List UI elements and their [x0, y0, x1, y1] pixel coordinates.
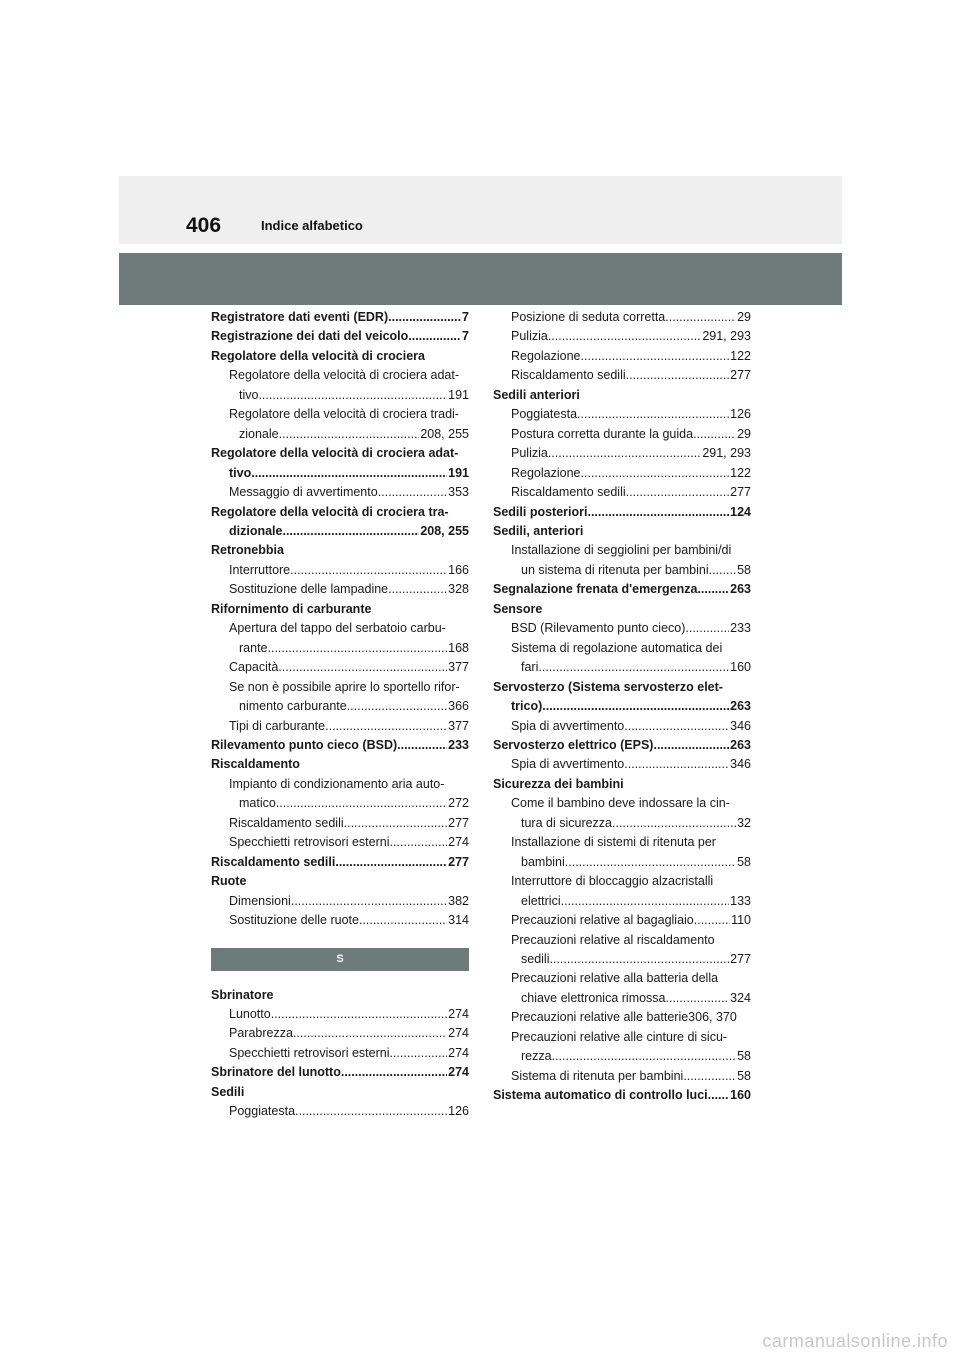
dot-leader — [341, 1063, 447, 1082]
index-entry — [493, 619, 751, 638]
entry-page: 314 — [448, 913, 469, 928]
entry-page: 382 — [448, 893, 469, 908]
entry-text: bambini — [521, 854, 565, 869]
index-entry — [493, 794, 751, 813]
entry-text: tivo — [239, 387, 259, 402]
watermark: carmanualsonline.info — [762, 1331, 948, 1351]
dot-leader — [694, 911, 730, 930]
dot-leader — [548, 444, 702, 463]
entry-page: 277 — [730, 368, 751, 383]
entry-page: 272 — [448, 796, 469, 811]
entry-page: 58 — [737, 854, 751, 869]
index-entry — [211, 561, 469, 580]
index-entry — [211, 308, 469, 327]
entry-text: dizionale — [229, 523, 283, 538]
entry-page: 377 — [448, 660, 469, 675]
entry-text: Regolatore della velocità di crociera tra- — [211, 504, 449, 519]
entry-text: Poggiatesta — [229, 1104, 296, 1119]
index-entry — [493, 1047, 751, 1066]
entry-text: Installazione di sistemi di ritenuta per — [511, 835, 716, 850]
dot-leader — [397, 736, 447, 755]
entry-text: Posizione di seduta corretta — [511, 310, 666, 324]
index-entry — [493, 931, 751, 950]
dot-leader — [388, 308, 461, 327]
dot-leader — [626, 366, 730, 385]
entry-page: 126 — [730, 407, 751, 422]
index-entry — [211, 522, 469, 541]
entry-page: 122 — [730, 465, 751, 480]
index-entry — [211, 678, 469, 697]
entry-page: 274 — [448, 835, 469, 850]
entry-page: 29 — [737, 426, 751, 441]
entry-text: BSD (Rilevamento punto cieco) — [511, 621, 686, 636]
index-entry — [211, 755, 469, 774]
entry-text: Sbrinatore — [211, 987, 274, 1002]
entry-page: 58 — [737, 562, 751, 577]
dot-leader — [685, 619, 729, 638]
index-entry — [493, 833, 751, 852]
entry-page: 377 — [448, 718, 469, 733]
index-entry — [493, 561, 751, 580]
entry-text: Interruttore — [229, 562, 291, 577]
entry-page: 263 — [730, 737, 751, 752]
entry-text: trico) — [511, 699, 543, 714]
entry-text: Interruttore di bloccaggio alzacristalli — [511, 874, 714, 889]
entry-text: Parabrezza — [229, 1026, 293, 1041]
entry-text: Precauzioni relative alla batteria della — [511, 971, 719, 986]
dot-leader — [290, 561, 447, 580]
index-entry — [493, 503, 751, 522]
dot-leader — [577, 405, 729, 424]
entry-page: 263 — [730, 582, 751, 597]
index-entry — [211, 580, 469, 599]
index-entry — [493, 989, 751, 1008]
entry-text: Se non è possibile aprire lo sportello rifor- — [229, 679, 460, 694]
index-entry — [211, 1044, 469, 1063]
entry-text: Retronebbia — [211, 543, 284, 558]
index-entry — [493, 366, 751, 385]
dot-leader — [347, 697, 447, 716]
entry-text: Precauzioni relative alle cinture di sicu- — [511, 1029, 728, 1044]
index-entry — [493, 717, 751, 736]
index-entry — [493, 814, 751, 833]
dot-leader — [335, 853, 447, 872]
entry-text: Installazione di seggiolini per bambini/di — [511, 543, 732, 558]
index-entry — [493, 600, 751, 619]
index-entry — [493, 1067, 751, 1086]
entry-text: elettrici — [521, 893, 561, 908]
entry-text: Servosterzo (Sistema servosterzo elet- — [493, 679, 723, 694]
entry-text: Sedili anteriori — [493, 387, 580, 402]
entry-text: Sicurezza dei bambini — [493, 776, 624, 791]
entry-page: 160 — [730, 1088, 751, 1103]
index-entry — [493, 969, 751, 988]
entry-text: tivo — [229, 465, 252, 480]
entry-text: Spia di avvertimento — [511, 757, 625, 772]
entry-text: Pulizia — [511, 446, 548, 461]
entry-text: Regolatore della velocità di crociera adat- — [229, 368, 459, 383]
dot-leader — [282, 522, 419, 541]
entry-text: Registrazione dei dati del veicolo — [211, 329, 409, 344]
index-entry — [493, 1008, 751, 1027]
index-entry — [493, 347, 751, 366]
index-entry — [493, 755, 751, 774]
entry-text: Sistema automatico di controllo luci — [493, 1088, 708, 1103]
entry-page: 263 — [730, 699, 751, 714]
index-entry — [493, 580, 751, 599]
index-entry — [211, 1005, 469, 1024]
index-group-r — [211, 308, 469, 931]
section-letter-bar: S — [211, 948, 469, 971]
entry-text: Tipi di carburante — [229, 718, 326, 733]
entry-page: 208, 255 — [420, 426, 469, 441]
index-entry — [211, 736, 469, 755]
dot-leader — [251, 464, 447, 483]
entry-text: Dimensioni — [229, 893, 291, 908]
index-entry — [211, 464, 469, 483]
entry-text: Capacità — [229, 660, 279, 675]
entry-text: Ruote — [211, 874, 247, 889]
entry-text: Regolazione — [511, 348, 581, 363]
page-number: 406 — [186, 214, 222, 237]
entry-page: 7 — [462, 310, 469, 324]
dot-leader — [278, 658, 447, 677]
entry-text: rezza — [521, 1049, 552, 1064]
section-title: Indice alfabetico — [261, 218, 363, 233]
entry-text: Segnalazione frenata d'emergenza — [493, 582, 698, 597]
index-entry — [211, 717, 469, 736]
entry-text: Regolatore della velocità di crociera — [211, 348, 425, 363]
entry-page: 291, 293 — [702, 446, 751, 461]
index-column-left — [211, 308, 469, 1122]
index-entry — [493, 464, 751, 483]
dot-leader — [542, 697, 729, 716]
index-entry — [211, 483, 469, 502]
index-entry — [211, 872, 469, 891]
dot-leader — [624, 755, 729, 774]
index-entry — [493, 541, 751, 560]
index-entry — [211, 327, 469, 346]
entry-text: fari — [521, 660, 539, 675]
entry-text: Riscaldamento sedili — [229, 815, 344, 830]
index-entry — [211, 541, 469, 560]
entry-page: 58 — [737, 1068, 751, 1083]
index-entry — [211, 1063, 469, 1082]
index-entry — [493, 327, 751, 346]
dot-leader — [550, 950, 730, 969]
entry-page: 7 — [462, 329, 469, 344]
entry-text: zionale — [239, 426, 279, 441]
dot-leader — [344, 814, 448, 833]
entry-text: Sistema di regolazione automatica dei — [511, 640, 723, 655]
entry-page: 277 — [448, 815, 469, 830]
entry-page: 166 — [448, 562, 469, 577]
entry-text: un sistema di ritenuta per bambini — [521, 562, 709, 577]
index-entry — [493, 950, 751, 969]
index-entry — [211, 619, 469, 638]
index-entry — [211, 658, 469, 677]
entry-page: 274 — [448, 1045, 469, 1060]
header-dark-band — [119, 253, 842, 305]
entry-text: Specchietti retrovisori esterni — [229, 1045, 390, 1060]
dot-leader — [268, 639, 448, 658]
entry-page: 233 — [730, 621, 751, 636]
dot-leader — [359, 911, 447, 930]
dot-leader — [291, 892, 447, 911]
entry-text: Servosterzo elettrico (EPS) — [493, 737, 654, 752]
dot-leader — [626, 483, 730, 502]
index-entry — [211, 1083, 469, 1102]
entry-page: 168 — [448, 640, 469, 655]
entry-text: Rifornimento di carburante — [211, 601, 372, 616]
index-entry — [211, 775, 469, 794]
index-entry — [493, 425, 751, 444]
index-entry — [211, 386, 469, 405]
dot-leader — [612, 814, 736, 833]
entry-page: 32 — [737, 815, 751, 830]
entry-page: 126 — [448, 1104, 469, 1119]
dot-leader — [561, 892, 730, 911]
index-entry — [211, 794, 469, 813]
index-entry — [211, 639, 469, 658]
index-entry — [493, 444, 751, 463]
dot-leader — [271, 1005, 447, 1024]
entry-text: Sedili posteriori — [493, 504, 588, 519]
index-entry — [211, 444, 469, 463]
index-entry — [493, 853, 751, 872]
entry-text: Riscaldamento sedili — [211, 854, 336, 869]
index-entry — [493, 911, 751, 930]
entry-text: Regolatore della velocità di crociera adat- — [211, 446, 459, 461]
entry-text: chiave elettronica rimossa — [521, 990, 666, 1005]
header-band — [119, 176, 842, 244]
index-entry — [493, 483, 751, 502]
entry-text: Sostituzione delle lampadine — [229, 582, 389, 597]
index-entry — [211, 425, 469, 444]
entry-page: 110 — [731, 913, 751, 928]
dot-leader — [565, 853, 736, 872]
dot-leader — [279, 425, 420, 444]
entry-page: 274 — [448, 1006, 469, 1021]
entry-page: 29 — [737, 310, 751, 324]
entry-page: 160 — [730, 660, 751, 675]
entry-page: 191 — [448, 387, 469, 402]
entry-text: Regolazione — [511, 465, 581, 480]
entry-text: Sostituzione delle ruote — [229, 913, 359, 928]
dot-leader — [552, 1047, 737, 1066]
entry-text: Specchietti retrovisori esterni — [229, 835, 390, 850]
entry-text: Precauzioni relative al riscaldamento — [511, 932, 715, 947]
entry-text: sedili — [521, 951, 550, 966]
dot-leader — [709, 561, 736, 580]
index-entry — [493, 639, 751, 658]
dot-leader — [389, 833, 447, 852]
dot-leader — [653, 736, 729, 755]
entry-text: nimento carburante — [239, 699, 347, 714]
entry-text: Riscaldamento sedili — [511, 485, 626, 500]
entry-text: Riscaldamento sedili — [511, 368, 626, 383]
entry-text: tura di sicurezza — [521, 815, 613, 830]
dot-leader — [258, 386, 447, 405]
dot-leader — [666, 989, 730, 1008]
entry-page: 58 — [737, 1049, 751, 1064]
index-entry — [211, 600, 469, 619]
dot-leader — [587, 503, 729, 522]
entry-text: Sistema di ritenuta per bambini — [511, 1068, 684, 1083]
entry-text: Precauzioni relative alle batterie306, 370 — [511, 1010, 737, 1025]
entry-page: 277 — [730, 951, 751, 966]
entry-text: Regolatore della velocità di crociera tradi- — [229, 407, 459, 422]
entry-text: Lunotto — [229, 1006, 271, 1021]
entry-text: Spia di avvertimento — [511, 718, 625, 733]
entry-text: Sbrinatore del lunotto — [211, 1065, 341, 1080]
entry-page: 328 — [448, 582, 469, 597]
dot-leader — [408, 327, 461, 346]
dot-leader — [548, 327, 702, 346]
index-entry — [211, 833, 469, 852]
entry-page: 366 — [448, 699, 469, 714]
index-entry — [211, 503, 469, 522]
index-entry — [211, 853, 469, 872]
index-entry — [493, 386, 751, 405]
index-entry — [211, 892, 469, 911]
entry-text: Precauzioni relative al bagagliaio — [511, 913, 694, 928]
entry-page: 208, 255 — [420, 523, 469, 538]
dot-leader — [697, 580, 729, 599]
index-entry — [493, 308, 751, 327]
index-entry — [211, 347, 469, 366]
dot-leader — [378, 483, 447, 502]
entry-text: Come il bambino deve indossare la cin- — [511, 796, 730, 811]
index-entry — [211, 697, 469, 716]
index-group-s — [211, 986, 469, 1122]
entry-page: 191 — [448, 465, 469, 480]
index-entry — [493, 658, 751, 677]
dot-leader — [683, 1067, 736, 1086]
entry-text: Sensore — [493, 601, 543, 616]
dot-leader — [276, 794, 447, 813]
index-entry — [211, 405, 469, 424]
entry-text: Impianto di condizionamento aria auto- — [229, 776, 445, 791]
entry-text: Rilevamento punto cieco (BSD) — [211, 737, 398, 752]
index-group-s-continued — [493, 308, 751, 1106]
dot-leader — [665, 308, 736, 327]
dot-leader — [708, 1086, 730, 1105]
entry-text: Sedili — [211, 1084, 245, 1099]
entry-page: 346 — [730, 757, 751, 772]
entry-text: Messaggio di avvertimento — [229, 485, 378, 500]
entry-page: 346 — [730, 718, 751, 733]
index-entry — [493, 775, 751, 794]
dot-leader — [693, 425, 736, 444]
entry-page: 133 — [730, 893, 751, 908]
index-entry — [493, 1028, 751, 1047]
index-entry — [493, 405, 751, 424]
entry-text: Registratore dati eventi (EDR) — [211, 310, 389, 324]
dot-leader — [581, 347, 730, 366]
entry-page: 233 — [448, 737, 469, 752]
index-entry — [493, 522, 751, 541]
index-entry — [493, 1086, 751, 1105]
entry-text: Pulizia — [511, 329, 548, 344]
index-entry — [493, 872, 751, 891]
entry-text: Postura corretta durante la guida — [511, 426, 694, 441]
index-entry — [493, 736, 751, 755]
entry-page: 353 — [448, 485, 469, 500]
index-column-right — [493, 308, 751, 1106]
dot-leader — [388, 580, 447, 599]
entry-page: 274 — [448, 1026, 469, 1041]
index-entry — [211, 1102, 469, 1121]
entry-text: rante — [239, 640, 268, 655]
entry-text: Sedili, anteriori — [493, 523, 584, 538]
entry-page: 124 — [730, 504, 751, 519]
dot-leader — [325, 717, 447, 736]
dot-leader — [293, 1024, 447, 1043]
entry-text: Apertura del tappo del serbatoio carbu- — [229, 621, 446, 636]
index-entry — [211, 814, 469, 833]
dot-leader — [295, 1102, 447, 1121]
entry-page: 324 — [730, 990, 751, 1005]
entry-text: Riscaldamento — [211, 757, 300, 772]
entry-page: 274 — [448, 1065, 469, 1080]
dot-leader — [581, 464, 730, 483]
entry-page: 277 — [448, 854, 469, 869]
index-entry — [493, 892, 751, 911]
dot-leader — [389, 1044, 447, 1063]
entry-text: Poggiatesta — [511, 407, 578, 422]
index-entry — [211, 911, 469, 930]
dot-leader — [624, 717, 729, 736]
index-entry — [493, 697, 751, 716]
index-entry — [211, 366, 469, 385]
index-entry — [493, 678, 751, 697]
entry-page: 122 — [730, 348, 751, 363]
dot-leader — [538, 658, 729, 677]
entry-page: 277 — [730, 485, 751, 500]
entry-text: matico — [239, 796, 276, 811]
index-entry — [211, 986, 469, 1005]
index-entry — [211, 1024, 469, 1043]
entry-page: 291, 293 — [702, 329, 751, 344]
